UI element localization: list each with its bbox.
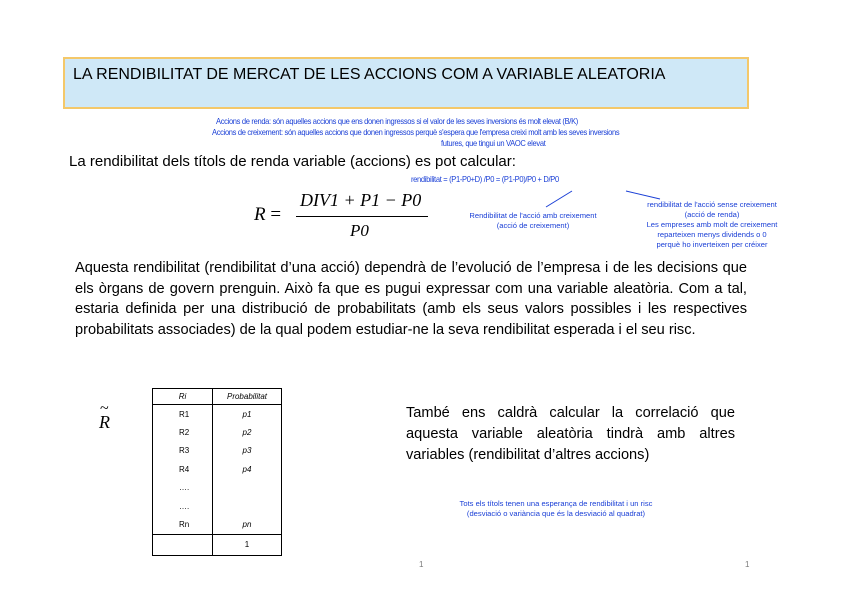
- cell-value: Rn: [153, 515, 213, 534]
- cell-value: R1: [153, 405, 213, 424]
- random-variable-letter: R: [99, 412, 110, 432]
- tilde-accent: ~: [100, 400, 109, 417]
- note-risk-line1: Tots els títols tenen una esperança de rendibilitat i un risc: [459, 499, 653, 508]
- cell-value: R4: [153, 460, 213, 478]
- note-risk-line2: (desviació o variància que és la desviació al quadrat): [466, 509, 646, 518]
- cell-probability: [213, 479, 282, 497]
- formula-lhs: R =: [254, 204, 282, 225]
- table-row: [153, 405, 282, 424]
- note-growth-return-line2: (acció de creixement): [496, 221, 570, 230]
- table-row: [153, 479, 282, 497]
- note-income-return: [623, 200, 801, 250]
- cell-probability: pn: [213, 515, 282, 534]
- table-header-row: [153, 389, 282, 405]
- note-growth-return: [448, 211, 618, 231]
- arrow-income-line: [626, 191, 660, 199]
- table-row: [153, 423, 282, 441]
- header-ri: Ri: [153, 389, 213, 405]
- page-number-left: 1: [419, 560, 424, 569]
- probability-table: [152, 388, 282, 556]
- note-income-return-line1: rendibilitat de l'acció sense creixement: [647, 200, 777, 209]
- note-risk: [416, 499, 696, 519]
- note-creixement-line2: futures, que tingui un VAOC elevat: [441, 139, 546, 148]
- cell-probability: p3: [213, 442, 282, 460]
- cell-total-label: [153, 534, 213, 555]
- cell-probability: p1: [213, 405, 282, 424]
- note-creixement-line1: Accions de creixement: són aquelles accions que donen ingressos perquè s'espera que l'empresa creixi molt amb les seves inversions: [212, 128, 620, 137]
- explanation-paragraph: Aquesta rendibilitat (rendibilitat d’una acció) dependrà de l’evolució de l’empresa i de les decisions que els òrgans de govern prenguin. Això fa que es pugui expressar com una variable aleatòria. Com a tal, estaria definida per una distribució de probabilitats (amb els seus valors possibles i les respectives probabilitats associades) de la qual podem estudiar-ne la seva rendibilitat esperada i el seu risc.: [75, 260, 747, 338]
- page-number-right: 1: [745, 560, 750, 569]
- cell-value: ….: [153, 497, 213, 515]
- arrow-growth-line: [546, 191, 572, 207]
- note-income-return-line3: Les empreses amb molt de creixement: [646, 220, 778, 229]
- note-income-return-line4: reparteixen menys dividends o 0: [657, 230, 767, 239]
- cell-total-value: 1: [213, 534, 282, 555]
- cell-value: ….: [153, 479, 213, 497]
- note-income-return-line5: perquè ho inverteixen per créixer: [656, 240, 768, 249]
- cell-probability: p4: [213, 460, 282, 478]
- table-row: [153, 515, 282, 534]
- return-formula: [254, 190, 434, 246]
- note-formula-expansion: rendibilitat = (P1-P0+D) /P0 = (P1-P0)/P0 + D/P0: [411, 175, 559, 184]
- table-total-row: [153, 534, 282, 555]
- fraction-bar: [296, 216, 428, 217]
- table-row: [153, 460, 282, 478]
- formula-numerator: DIV1 + P1 − P0: [300, 190, 422, 210]
- cell-probability: p2: [213, 423, 282, 441]
- intro-text: La rendibilitat dels títols de renda variable (accions) es pot calcular:: [69, 153, 516, 170]
- header-probabilitat: Probabilitat: [213, 389, 282, 405]
- table-row: [153, 497, 282, 515]
- formula-denominator: P0: [350, 221, 369, 240]
- cell-value: R3: [153, 442, 213, 460]
- cell-value: R2: [153, 423, 213, 441]
- note-growth-return-line1: Rendibilitat de l'acció amb creixement: [469, 211, 597, 220]
- correlation-text: També ens caldrà calcular la correlació que aquesta variable aleatòria tindrà amb altres variables (rendibilitat d’altres accions): [406, 405, 735, 463]
- note-income-return-line2: (acció de renda): [684, 210, 740, 219]
- cell-probability: [213, 497, 282, 515]
- random-variable-symbol: [99, 400, 110, 433]
- table-row: [153, 442, 282, 460]
- slide-title: LA RENDIBILITAT DE MERCAT DE LES ACCIONS COM A VARIABLE ALEATORIA: [63, 57, 749, 109]
- note-renda: Accions de renda: són aquelles accions que ens donen ingressos si el valor de les seves inversions és molt elevat (B/K): [216, 117, 578, 126]
